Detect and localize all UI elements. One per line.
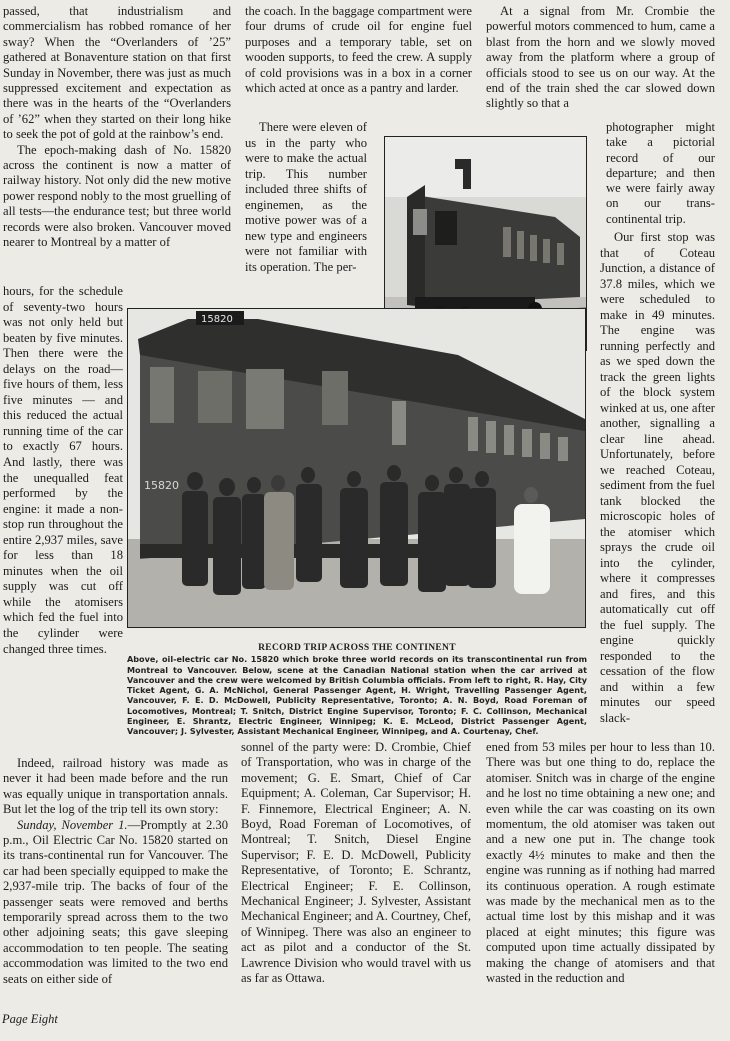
left-column-bottom (3, 756, 228, 1008)
paragraph-railroad-history: Indeed, railroad history was made as never it had been made before and the run was equally unique in transportation annals. But let the log of the trip tell its own story: (3, 756, 228, 817)
left-column-top (3, 4, 231, 306)
page-number-label: Page Eight (2, 1012, 58, 1026)
log-entry: —Promptly at 2.30 p.m., Oil Electric Car No. 15820 started on its trans-continental run for Vancouver. The car had been specially equipped to make the 2,937-mile trip. The backs of four of the passenger seats were removed and berths temporarily spread across them to the two other adjoining seats; this gave sleeping accommodation to ten people. The seating accommodation was limited to the two end seats on either side of (3, 817, 228, 986)
group-photo-illustration (128, 309, 585, 627)
right-column-top (486, 4, 715, 122)
car-side-number: 15820 (144, 479, 179, 492)
paragraph-personnel: sonnel of the party were: D. Crombie, Chief of Transportation, who was in charge of the movement; G. E. Smart, Chief of Car Equipment; A. Coleman, Car Supervisor; H. F. Finnemore, Electrical Engineer; A. N. Boyd, Road Foreman of Locomotives, of Montreal; T. Snitch, Diesel Engine Supervisor; F. E. D. McDowell, Publicity Representative, of Toronto; E. Schrantz, Electrical Engineer; F. E. Collinson, Mechanical Engineer; J. Sylvester, Assistant Mechanical Engineer; and A. Courtney, Chef, of Winnipeg. There was also an engineer to act as pilot and a conductor of the St. Lawrence Division who would travel with us as far as Ottawa. (241, 740, 471, 986)
paragraph-signal-crombie: At a signal from Mr. Crombie the powerful motors commenced to hum, came a blast from the horn and we slowly moved away from the platform where a group of officials stood to see us on our way. At the end of the train shed the car slowed down slightly so that a (486, 4, 715, 111)
right-column-narrow (606, 120, 715, 230)
paragraph-photographer: photographer might take a pictorial record of our departure; and then we were fairly away on our trans-continental trip. (606, 120, 715, 226)
middle-column-narrow (245, 120, 367, 292)
paragraph-atomiser-change: ened from 53 miles per hour to less than 10. There was but one thing to do, replace the atomiser. Snitch was in charge of the engine and he lost no time obtaining a new one; and even while the car was coasting on its own momentum, the old atomiser was taken out and a new one put in. The change took exactly 4½ minutes to make and then the engine was running as if nothing had marred its continuous operation. A rough estimate was made by the mechanical men as to the actual time lost by this mishap and it was placed at eight minutes; this figure was computed upon time actually dissipated by making the change of atomisers and that wasted in the reduction and (486, 740, 715, 986)
left-column-narrow (3, 284, 123, 754)
caption-title: RECORD TRIP ACROSS THE CONTINENT (258, 643, 456, 653)
car-roof-number: 15820 (201, 314, 233, 325)
paragraph-sunday-log (3, 818, 228, 987)
paragraph-coach-baggage: the coach. In the baggage compartment were four drums of crude oil for engine fuel purposes and a temporary table, set on wooden supports, to feed the crew. A supply of cold provisions was in a box in a corner which acted at once as a pantry and larder. (245, 4, 472, 96)
log-date: Sunday, November 1. (17, 817, 128, 832)
middle-column-top (245, 4, 472, 122)
right-column-bottom (486, 740, 715, 1008)
paragraph-intro-end: passed, that industrialism and commercialism has robbed romance of her sway? When the “Overlanders of ’25” gathered at Bonaventure station on that first Sunday in November, there was just as much suppressed excitement and expectation as there was in the hearts of the “Overlanders of ’62” when they started on their long hike to seek the pot of gold at the rainbow’s end. (3, 4, 231, 142)
paragraph-party-of-eleven: There were eleven of us in the party who were to make the actual trip. This number included three shifts of enginemen, as the motive power was of a new type and engineers were not familiar with its operation. The per- (245, 120, 367, 274)
middle-column-bottom (241, 740, 471, 1008)
paragraph-epoch-making: The epoch-making dash of No. 15820 across the continent is now a matter of railway history. Not only did the new motive power respond nobly to the most gruelling of all tests—the endurance test; but three world records were also broken. Vancouver moved nearer to Montreal by a matter of (3, 142, 231, 250)
caption-body: Above, oil-electric car No. 15820 which broke three world records on its transcontinental run from Montreal to Vancouver. Below, scene at the Canadian National station when the car arrived at Vancouver and the crew were welcomed by British Columbia officials. From left to right, R. Hay, City Ticket Agent, G. A. McNichol, General Passenger Agent, H. Wright, Travelling Passenger Agent, Vancouver, F. E. D. McDowell, Publicity Representative, Toronto; A. N. Boyd, Road Foreman of Locomotives, Montreal; T. Snitch, District Engine Supervisor, Toronto; F. C. Collinson, Mechanical Engineer, E. Shrantz, Electric Engineer, Winnipeg; K. E. McLeod, District Passenger Agent, Vancouver; J. Sylvester, Assistant Mechanical Engineer, Winnipeg, and A. Courtenay, Chef. (127, 654, 587, 737)
paragraph-first-stop: Our first stop was that of Coteau Junction, a distance of 37.8 miles, which we were scheduled to make in 49 minutes. The engine was running perfectly and as we sped down the track the green lights of the block system winked at us, one after another, signalling a clear line ahead. Unfortunately, before we reached Coteau, sediment from the fuel tank blocked the microscopic holes of the atomiser which sprays the crude oil into the cylinder, where it compresses and fires, and this automatically cut off the fuel supply. The engine quickly responded to the cessation of the flow and within a few minutes our speed slack- (600, 230, 715, 725)
paragraph-hours-schedule: hours, for the schedule of seventy-two hours was not only held but beaten by five minutes. Then there were the delays on the road—five hours of them, less five minutes — and this reduced the actual running time of the car to exactly 67 hours. And lastly, there was the unequalled feat performed by the engine: it made a non-stop run throughout the entire 2,937 miles, save for less than 18 minutes when the oil supply was cut off while the atomisers which fed the fuel into the cylinder were changed three times. (3, 284, 123, 656)
photo-officials-group (127, 308, 586, 628)
photo-caption (127, 643, 587, 737)
right-column-mid (600, 230, 715, 742)
